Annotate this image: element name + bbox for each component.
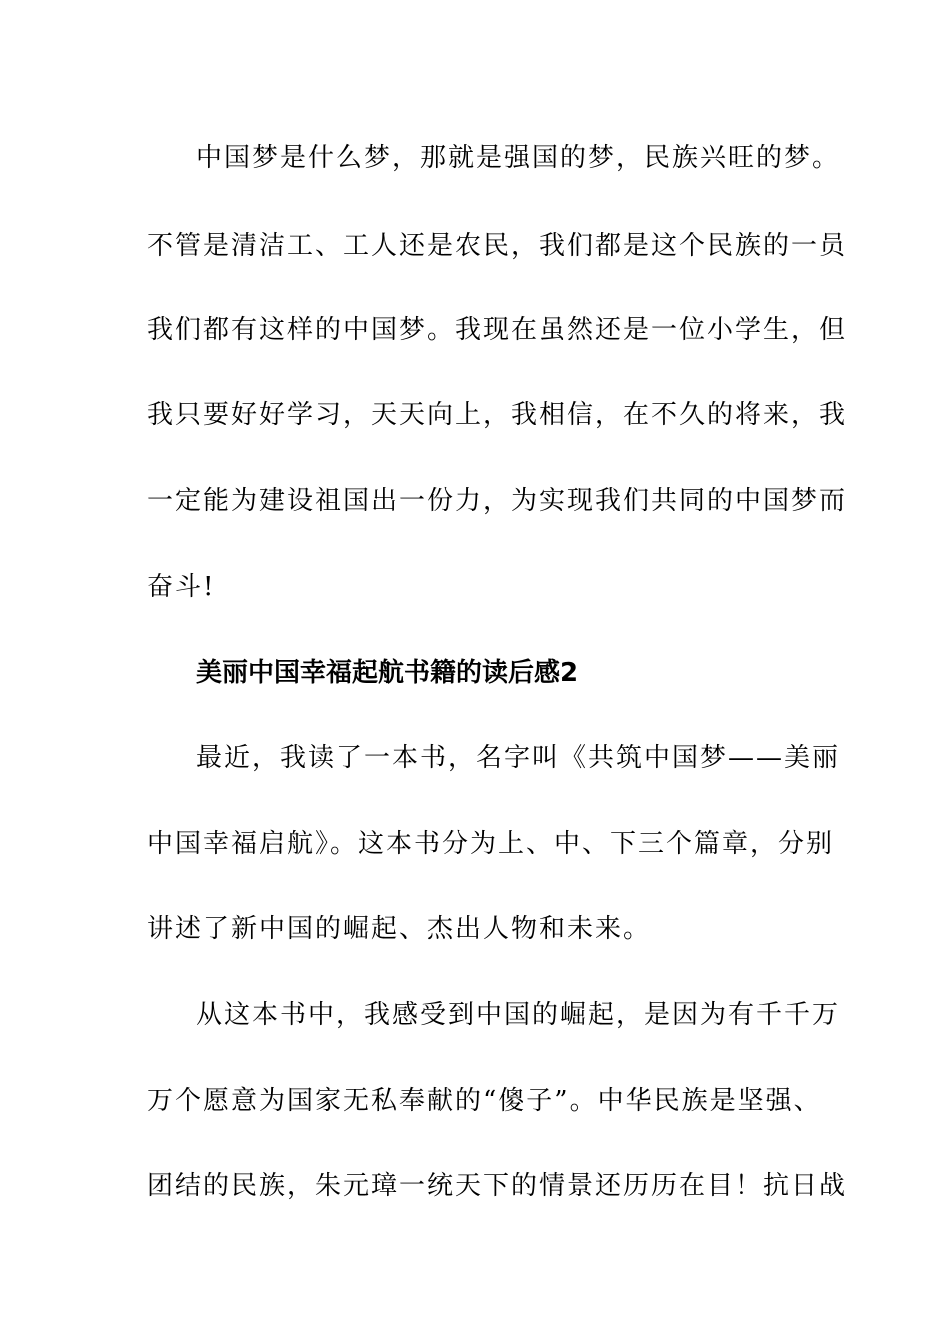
paragraph-line: 讲述了新中国的崛起、杰出人物和未来。 [147, 914, 652, 944]
paragraph-line: 团结的民族，朱元璋一统天下的情景还历历在目！抗日战 [147, 1171, 848, 1201]
paragraph-line: 我只要好好学习，天天向上，我相信，在不久的将来，我 [147, 400, 848, 430]
paragraph-line: 不管是清洁工、工人还是农民，我们都是这个民族的一员 [147, 231, 848, 261]
paragraph-line: 中国幸福启航》。这本书分为上、中、下三个篇章，分别 [147, 829, 835, 859]
paragraph-line: 一定能为建设祖国出一份力，为实现我们共同的中国梦而 [147, 486, 848, 516]
paragraph-line: 奋斗! [147, 572, 216, 602]
paragraph-line: 从这本书中，我感受到中国的崛起，是因为有千千万 [196, 1000, 841, 1030]
paragraph-line: 最近，我读了一本书，名字叫《共筑中国梦——美丽 [196, 743, 841, 773]
paragraph-line: 中国梦是什么梦，那就是强国的梦，民族兴旺的梦。 [196, 143, 841, 173]
paragraph-line: 万个愿意为国家无私奉献的“傻子”。中华民族是坚强、 [147, 1086, 822, 1116]
section-heading: 美丽中国幸福起航书籍的读后感2 [196, 658, 579, 688]
paragraph-line: 我们都有这样的中国梦。我现在虽然还是一位小学生，但 [147, 315, 848, 345]
